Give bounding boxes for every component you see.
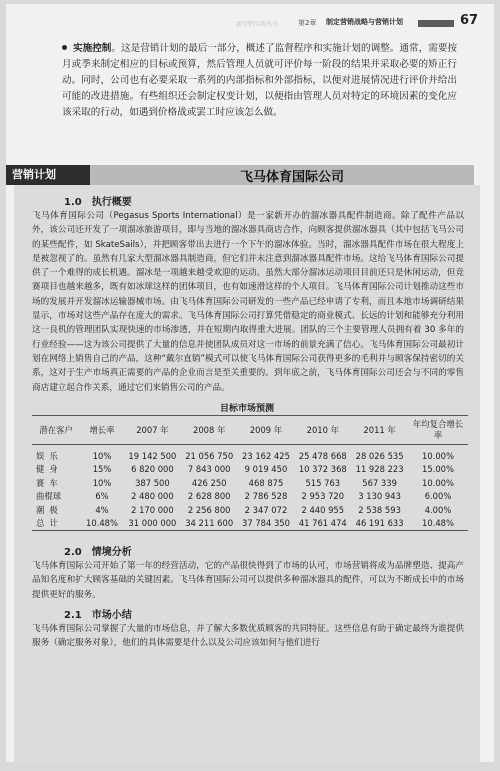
executive-summary-text: 飞马体育国际公司（Pegasus Sports International）是一家新开办的溜冰器具配件制造商。除了配件产品以外，该公司还开发了一项溜冰旅游项目，即与当地的溜冰器具商店合作，向顾客提供溜冰器具（其中包括飞马公司的某些配件，如 SkateSails），并把顾客带出去进行一个下午的溜冰体验。当时，溜冰器具配件市场在很大程度上是被忽视了的。虽然有几家大型溜冰器具制造商，但它们并未注意到溜冰器具配件市场。这给飞马体育国际公司提供了一个难得的成长机遇。溜冰是一项越来越受欢迎的运动。虽然大部分溜冰运动项目目前还只是休闲运动，但竞赛项目也越来越多，既有如冰球这样的团体项目，也有如速滑这样的个人项目。飞马体育国际公司计划推动这些市场的发展并开发溜冰运输器械市场。由飞马体育国际公司研发的一些产品已经申请了专利，而且本地市场调研结果显示，市场对这些产品存在庞大的需求。飞马体育国际公司打算凭借稳定的商业模式、长远的计划和能够充分利用这一良机的管理团队实现快速的市场渗透，并在短期内取得重大进展。团队的三个主要管理人员拥有着 30 多年的行业经验——这为该公司提供了大量的信息并使团队成员对这一市场的前景充满了信心。飞马体育国际公司最初计划在网络上销售自己的产品，这种“戴尔直销”模式可以使飞马体育国际公司获得更多的毛利并与顾客保持密切的关系，这对于生产市场真正需要的产品的企业而言是至关重要的。到年底之前，飞马体育国际公司还会与不同的零售商店建立起合作关系，通过它们来销售公司的产品。 [32, 211, 464, 393]
table-cell: 2 480 000 [131, 491, 174, 502]
table-cell: 426 250 [191, 477, 227, 488]
table-cell: 2 953 720 [301, 491, 345, 502]
table-cell: 3 130 943 [358, 491, 401, 502]
table-row [32, 476, 468, 490]
section-title: 情境分析 [91, 547, 132, 558]
table-row [32, 490, 468, 504]
table-cell: 25 478 668 [298, 450, 347, 461]
table-row [32, 503, 468, 517]
situation-analysis-text: 飞马体育国际公司开始了第一年的经营活动，它的产品很快得到了市场的认可，市场营销将成为品牌塑造、提高产品知名度和扩大顾客基础的关键因素。飞马体育国际公司可以提供多种溜冰器具的配件，可以为不断成长中的市场提供更好的服务。 [32, 561, 464, 600]
column-header: 潜在客户 [32, 416, 80, 445]
table-cell: 10.00% [422, 477, 454, 488]
table-cell: 19 142 500 [128, 450, 177, 461]
section-title: 市场小结 [91, 610, 132, 621]
section-heading-2-1 [64, 606, 142, 621]
table-cell: 7 843 000 [187, 464, 231, 475]
market-summary-text: 飞马体育国际公司掌握了大量的市场信息，并了解大多数优质顾客的共同特征。这些信息有助于确定最终为谁提供服务（确定服务对象），他们的具体需要是什么以及公司应该如何与他们进行 [32, 624, 464, 649]
table-cell: 34 211 600 [181, 517, 238, 531]
table-cell: 15.00% [422, 464, 454, 475]
table-cell: 28 026 535 [355, 450, 404, 461]
table-cell: 10% [92, 450, 112, 461]
column-header: 2007 年 [124, 416, 181, 445]
column-header: 年均复合增长率 [408, 416, 468, 445]
table-cell: 6.00% [424, 491, 452, 502]
table-cell: 10.00% [422, 450, 454, 461]
table-cell: 468 875 [248, 477, 284, 488]
table-cell: 387 500 [135, 477, 170, 488]
section-heading-1 [64, 193, 142, 208]
table-cell: 37 784 350 [238, 517, 295, 531]
bullet-paragraph [62, 41, 457, 121]
page-number: 67 [460, 13, 479, 28]
table-cell: 潮极 [36, 504, 63, 515]
bullet-heading: 实施控制 [73, 43, 112, 54]
running-header [6, 12, 494, 34]
table-cell: 11 928 223 [355, 464, 404, 475]
section-number: 1.0 [64, 197, 82, 208]
section-title: 执行概要 [91, 197, 132, 208]
column-header: 2011 年 [351, 416, 408, 445]
table-cell: 2 347 072 [244, 504, 288, 515]
column-header: 增长率 [80, 416, 124, 445]
table-header-row [32, 416, 468, 445]
plan-tab-label: 营销计划 [6, 165, 90, 185]
table-row [32, 463, 468, 477]
series-name: 新营销实战丛书 [236, 21, 279, 28]
column-header: 2008 年 [181, 416, 238, 445]
table-caption: 目标市场预测 [219, 404, 274, 414]
table-cell: 4.00% [424, 504, 452, 515]
marketing-plan-banner [6, 165, 494, 185]
header-decoration-bar [418, 20, 454, 27]
intro-section [62, 41, 457, 121]
bullet-body: 。这是营销计划的最后一部分，概述了监督程序和实施计划的调整。通常，需要按月或季来制定相应的目标或预算，然后管理人员就可评价每一阶段的结果并采取必要的矫正行动。同时，公司也有必要采取一系列的内部指标和外部指标，以便对进展情况进行评价并给出可能的改进措施。有些组织还会制定权变计划，以便指由管理人员对特定的环境因素的变化应该采取的行动，如遇到价格战或罢工时应该怎么做。 [62, 43, 457, 118]
table-cell: 健身 [36, 464, 63, 475]
table-cell: 515 763 [305, 477, 341, 488]
table-cell: 10.48% [80, 517, 124, 531]
table-cell: 9 019 450 [244, 464, 288, 475]
bullet-icon [62, 45, 67, 50]
table-cell: 2 628 800 [187, 491, 231, 502]
column-header: 2010 年 [294, 416, 351, 445]
section-heading-2 [64, 543, 142, 558]
table-cell: 2 170 000 [131, 504, 174, 515]
table-cell: 6% [95, 491, 109, 502]
plan-panel [14, 185, 480, 762]
section-number: 2.0 [64, 547, 82, 558]
table-cell: 46 191 633 [351, 517, 408, 531]
table-cell: 曲棍球 [36, 491, 62, 502]
chapter-label: 第2章 [298, 19, 317, 27]
table-cell: 4% [95, 504, 109, 515]
table-cell: 23 162 425 [242, 450, 290, 461]
table-cell: 2 440 955 [301, 504, 345, 515]
section-number: 2.1 [64, 610, 82, 621]
table-cell: 41 761 474 [294, 517, 351, 531]
plan-title-box [90, 165, 474, 185]
chapter-title: 制定营销战略与营销计划 [326, 18, 403, 26]
table-cell: 2 786 528 [244, 491, 288, 502]
table-cell: 10% [92, 477, 112, 488]
table-cell: 总计 [32, 517, 80, 531]
table-cell: 21 056 750 [185, 450, 234, 461]
table-cell: 10.48% [408, 517, 468, 531]
table-row [32, 445, 468, 463]
book-page [6, 4, 494, 762]
market-forecast-table [32, 415, 468, 531]
table-total-row [32, 517, 468, 531]
table-cell: 6 820 000 [131, 464, 174, 475]
table-cell: 2 256 800 [187, 504, 231, 515]
column-header: 2009 年 [238, 416, 295, 445]
table-cell: 31 000 000 [124, 517, 181, 531]
table-cell: 10 372 368 [298, 464, 347, 475]
table-cell: 567 339 [362, 477, 397, 488]
table-cell: 15% [92, 464, 112, 475]
table-cell: 娱乐 [36, 450, 63, 461]
table-cell: 2 538 593 [358, 504, 401, 515]
table-cell: 赛车 [36, 477, 63, 488]
plan-title: 飞马体育国际公司 [240, 170, 345, 185]
